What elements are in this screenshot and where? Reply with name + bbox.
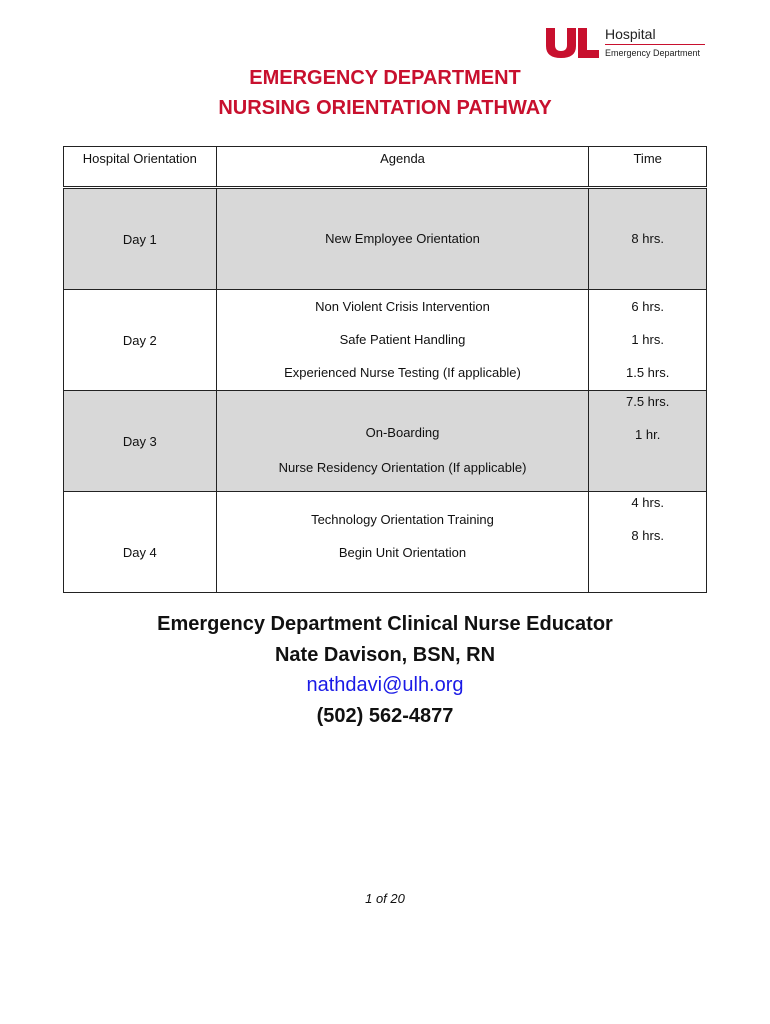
time-item: 6 hrs. — [631, 299, 664, 314]
header-hospital-orientation: Hospital Orientation — [64, 147, 217, 188]
document-title-line-2: NURSING ORIENTATION PATHWAY — [218, 97, 552, 119]
agenda-cell — [216, 492, 589, 593]
time-cell — [589, 492, 707, 593]
contact-name: Nate Davison, BSN, RN — [274, 644, 496, 666]
time-item: 1.5 hrs. — [626, 365, 670, 380]
time-item: 7.5 hrs. — [626, 394, 670, 409]
orientation-pathway-table — [63, 146, 707, 593]
agenda-item: Non Violent Crisis Intervention — [315, 299, 490, 314]
contact-phone: (502) 562-4877 — [316, 705, 454, 727]
agenda-item: Nurse Residency Orientation (If applicable) — [278, 459, 527, 475]
header-agenda: Agenda — [216, 147, 589, 188]
time-item: 8 hrs. — [631, 528, 664, 543]
agenda-item: New Employee Orientation — [325, 231, 480, 246]
logo-department-text: Emergency Department — [605, 48, 701, 58]
agenda-cell — [216, 188, 589, 290]
agenda-item: Begin Unit Orientation — [338, 545, 467, 560]
day-cell: Day 1 — [64, 188, 217, 290]
contact-email-link[interactable]: nathdavi@ulh.org — [306, 674, 464, 696]
agenda-item: Safe Patient Handling — [339, 332, 466, 347]
time-cell — [589, 188, 707, 290]
agenda-item: On-Boarding — [365, 424, 440, 440]
time-item: 8 hrs. — [631, 231, 664, 246]
table-row-day-1 — [64, 188, 707, 290]
time-cell — [589, 391, 707, 492]
document-title-line-1: EMERGENCY DEPARTMENT — [249, 67, 521, 89]
table-row-day-3 — [64, 391, 707, 492]
agenda-item: Technology Orientation Training — [311, 512, 494, 527]
page-number: 1 of 20 — [365, 891, 405, 906]
svg-text:of: of — [568, 43, 575, 52]
agenda-cell — [216, 290, 589, 391]
time-item: 1 hr. — [635, 427, 661, 442]
table-header-row — [64, 147, 707, 188]
logo-hospital-text: Hospital — [605, 25, 705, 45]
agenda-cell — [216, 391, 589, 492]
day-cell: Day 4 — [64, 492, 217, 593]
contact-role: Emergency Department Clinical Nurse Educator — [157, 613, 613, 635]
header-time: Time — [589, 147, 707, 188]
day-cell: Day 3 — [64, 391, 217, 492]
time-cell — [589, 290, 707, 391]
table-row-day-4 — [64, 492, 707, 593]
table-row-day-2 — [64, 290, 707, 391]
time-item: 1 hrs. — [631, 332, 664, 347]
hospital-logo — [544, 24, 709, 64]
time-item: 4 hrs. — [631, 495, 664, 510]
uofl-logo-mark — [544, 26, 600, 58]
day-cell: Day 2 — [64, 290, 217, 391]
agenda-item: Experienced Nurse Testing (If applicable) — [284, 365, 521, 380]
